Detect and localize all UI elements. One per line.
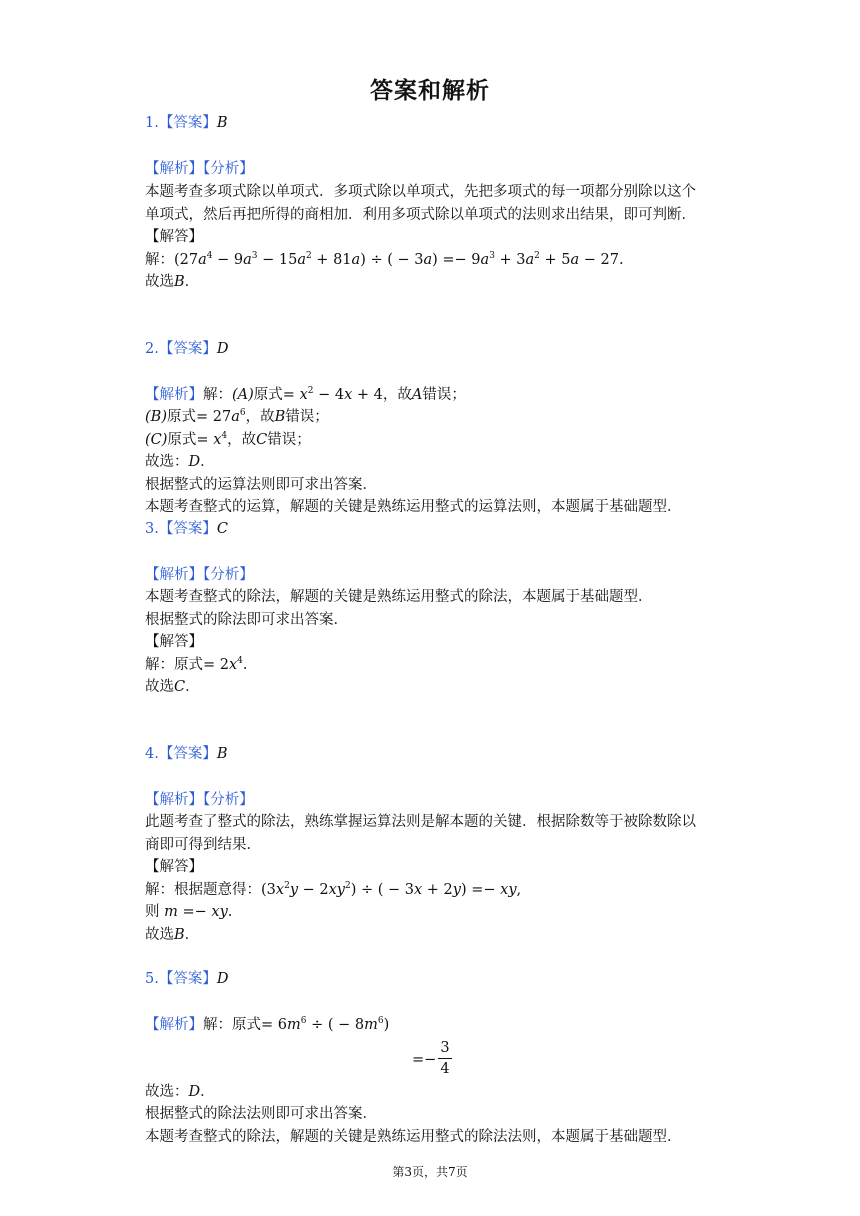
q2-l4-suffix: ． bbox=[200, 454, 215, 470]
q5-l1-prefix: 解：原式 bbox=[203, 1017, 261, 1033]
q4-solution: 解：根据题意得：$(3x^2y - 2xy^2)$ ÷ ( − 3x + 2y) =− xy, bbox=[145, 881, 522, 898]
q1-answer-tag: 【答案】 bbox=[158, 115, 217, 131]
q2-l3-text1: 原式 bbox=[167, 432, 197, 448]
q1-conclusion-prefix: 故选 bbox=[145, 274, 174, 290]
q3-conclusion bbox=[145, 678, 200, 696]
q5-analysis-tag: 【解析】 bbox=[145, 1017, 203, 1033]
q5-answer: D bbox=[216, 971, 229, 987]
q2-line-b: (B)原式= $27a^6$，故B错误； bbox=[145, 408, 329, 425]
page-title: 答案和解析 bbox=[370, 77, 490, 104]
q1-analysis-l2: 单项式，然后再把所得的商相加．利用多项式除以单项式的法则求出结果，即可判断． bbox=[145, 207, 696, 223]
q3-answer: C bbox=[216, 521, 228, 537]
q3-number: 3. bbox=[145, 521, 159, 537]
q4-l3-prefix: 解：根据题意得： bbox=[145, 882, 261, 898]
q2-l4-value: D bbox=[188, 454, 201, 470]
q5-answer-line bbox=[145, 970, 228, 988]
q4-analysis-tag bbox=[145, 791, 254, 809]
q2-l3-text3: 错误； bbox=[267, 432, 311, 448]
q3-l4-suffix: ． bbox=[185, 679, 200, 695]
q5-line-3: 根据整式的除法法则即可求出答案． bbox=[145, 1106, 377, 1122]
q5-frac-denominator: 4 bbox=[440, 1061, 450, 1077]
q5-l2-prefix: 故选： bbox=[145, 1084, 189, 1100]
q2-l2-text3: 错误； bbox=[285, 409, 329, 425]
q3-line-1: 本题考查整式的除法，解题的关键是熟练运用整式的除法，本题属于基础题型． bbox=[145, 589, 653, 605]
q1-analysis-l1: 本题考查多项式除以单项式．多项式除以单项式，先把多项式的每一项都分别除以这个 bbox=[145, 184, 696, 200]
q1-solution-equation: 解：$(27a^4 - 9a^3 - 15a^2 + 81a)$ ÷ ( − $3a) =- 9a^3 + 3a^2 + 5a - 27$. bbox=[145, 251, 624, 268]
q2-conclusion bbox=[145, 453, 215, 471]
q5-frac-bar bbox=[438, 1058, 452, 1059]
q2-l2-text1: 原式 bbox=[166, 409, 196, 425]
q2-l1-prefix: 解： bbox=[203, 387, 232, 403]
q4-answer-tag: 【答案】 bbox=[158, 746, 217, 762]
q3-l4-prefix: 故选 bbox=[145, 679, 174, 695]
q1-conclusion-suffix: ． bbox=[184, 274, 200, 290]
q1-answer: B bbox=[216, 115, 228, 131]
q2-l1-text1: 原式 bbox=[253, 387, 283, 403]
q2-l1-text3: 错误； bbox=[422, 387, 466, 403]
q2-l4-prefix: 故选： bbox=[145, 454, 189, 470]
q5-answer-tag: 【答案】 bbox=[158, 971, 217, 987]
q2-answer-line bbox=[145, 340, 228, 358]
q4-conclusion bbox=[145, 926, 199, 944]
q2-number: 2. bbox=[145, 341, 159, 357]
q2-answer: D bbox=[216, 341, 229, 357]
q1-solve-prefix: 解： bbox=[145, 252, 174, 268]
q4-l5-suffix: ． bbox=[184, 927, 200, 943]
q1-solution-tag: 【解答】 bbox=[145, 229, 203, 245]
q4-answer: B bbox=[216, 746, 228, 762]
q3-analysis-tag bbox=[145, 566, 254, 584]
q5-conclusion bbox=[145, 1083, 215, 1101]
document-page: 答案和解析 1.【答案】B 【解析】【分析】 本题考查多项式除以单项式．多项式除以单项式，先把多项式的每一项都分别除以这个 单项式，然后再把所得的商相加．利用多项式除以单项式的法则求出结果，即可判断． 【解答】 解：$(27a^4 - 9a^3 - 15a^2 + 81a)$ ÷ ( − $3a) =- 9a^3 + 3a^2 + 5a - 27$. 故选B． 2.【答案】D 【解析】解：(A)原式= $x^2 - 4x + 4$，故A错误； (B)原式= $27a^6$，故B错误； (C)原式= $x^4$，故C错误； 故选：D． 根据整式的运算法则即可求出答案． 本题考查整式的运算，解题的关键是熟练运用整式的运算法则，本题属于基础题型． 3.【答案】C 【解析】【分析】 本题考查整式的除法，解题的关键是熟练运用整式的除法，本题属于基础题型． 根据整式的除法即可求出答案． 【解答】 解：原式= $2x^4$. 故选C． 4.【答案】B 【解析】【分析】 此题考查了整式的除法，熟练掌握运算法则是解本题的关键．根据除数等于被除数除以 商即可得到结果． 【解答】 解：根据题意得：$(3x^2y - 2xy^2)$ ÷ ( − 3x + 2y) =− xy, 则 m =− xy. 故选B． 5.【答案】D 【解析】解：原式= $6m^6$ ÷ ( − $8m^6$) =− 3 4 故选：D． 根据整式的除法法则即可求出答案． 本题考查整式的除法，解题的关键是熟练运用整式的除法法则，本题属于基础题型． 第3页，共7页 bbox=[0, 0, 860, 1216]
q2-line-c: (C)原式= $x^4$，故C错误； bbox=[145, 431, 311, 448]
q4-analysis-label: 【解析】【分析】 bbox=[145, 792, 254, 808]
q5-frac-numerator: 3 bbox=[440, 1040, 450, 1056]
q2-l3-text2: ，故 bbox=[227, 432, 257, 448]
q1-conclusion-value: B bbox=[174, 274, 185, 290]
q1-analysis-label: 【解析】【分析】 bbox=[145, 161, 254, 177]
q2-l3-opt: C bbox=[256, 432, 268, 448]
q2-l1-opt: A bbox=[411, 387, 423, 403]
q4-solution-tag: 【解答】 bbox=[145, 859, 203, 875]
q1-number: 1. bbox=[145, 115, 159, 131]
q5-line-1: 【解析】解：原式= $6m^6$ ÷ ( − $8m^6$) bbox=[145, 1016, 390, 1033]
q4-l5-value: B bbox=[174, 927, 185, 943]
q2-l2-opt: B bbox=[274, 409, 286, 425]
q3-line-2: 根据整式的除法即可求出答案． bbox=[145, 612, 348, 628]
q1-answer-line bbox=[145, 114, 228, 132]
q4-answer-line bbox=[145, 745, 228, 763]
q3-solution: 解：原式= $2x^4$. bbox=[145, 656, 248, 673]
q2-analysis-tag: 【解析】 bbox=[145, 387, 203, 403]
q4-number: 4. bbox=[145, 746, 159, 762]
q3-l4-value: C bbox=[174, 679, 186, 695]
q3-answer-line bbox=[145, 520, 228, 538]
q3-analysis-label: 【解析】【分析】 bbox=[145, 567, 254, 583]
q2-line-f: 本题考查整式的运算，解题的关键是熟练运用整式的运算法则，本题属于基础题型． bbox=[145, 499, 682, 515]
q5-l2-suffix: ． bbox=[200, 1084, 215, 1100]
q5-number: 5. bbox=[145, 971, 159, 987]
q4-line-2: 商即可得到结果． bbox=[145, 837, 261, 853]
q3-l3-prefix: 解：原式 bbox=[145, 657, 203, 673]
q2-l2-label: (B) bbox=[145, 409, 167, 425]
q5-line-4: 本题考查整式的除法，解题的关键是熟练运用整式的除法法则，本题属于基础题型． bbox=[145, 1129, 682, 1145]
q3-answer-tag: 【答案】 bbox=[158, 521, 217, 537]
q2-l1-label: (A) bbox=[232, 387, 254, 403]
q5-l2-value: D bbox=[188, 1084, 201, 1100]
q2-l3-label: (C) bbox=[145, 432, 168, 448]
q3-solution-tag: 【解答】 bbox=[145, 634, 203, 650]
q2-line-e: 根据整式的运算法则即可求出答案． bbox=[145, 477, 377, 493]
q2-answer-tag: 【答案】 bbox=[158, 341, 217, 357]
q4-l4-prefix: 则 bbox=[145, 904, 160, 920]
q2-line-a: 【解析】解：(A)原式= $x^2 - 4x + 4$，故A错误； bbox=[145, 386, 466, 403]
page-footer: 第3页，共7页 bbox=[392, 1165, 468, 1179]
q1-analysis-tag bbox=[145, 160, 254, 178]
q4-line-1: 此题考查了整式的除法，熟练掌握运算法则是解本题的关键．根据除数等于被除数除以 bbox=[145, 814, 696, 830]
q4-l5-prefix: 故选 bbox=[145, 927, 174, 943]
q2-l1-text2: ，故 bbox=[382, 387, 412, 403]
q1-conclusion bbox=[145, 273, 199, 291]
q2-l2-text2: ，故 bbox=[245, 409, 275, 425]
q4-result: 则 m =− xy. bbox=[145, 904, 233, 920]
